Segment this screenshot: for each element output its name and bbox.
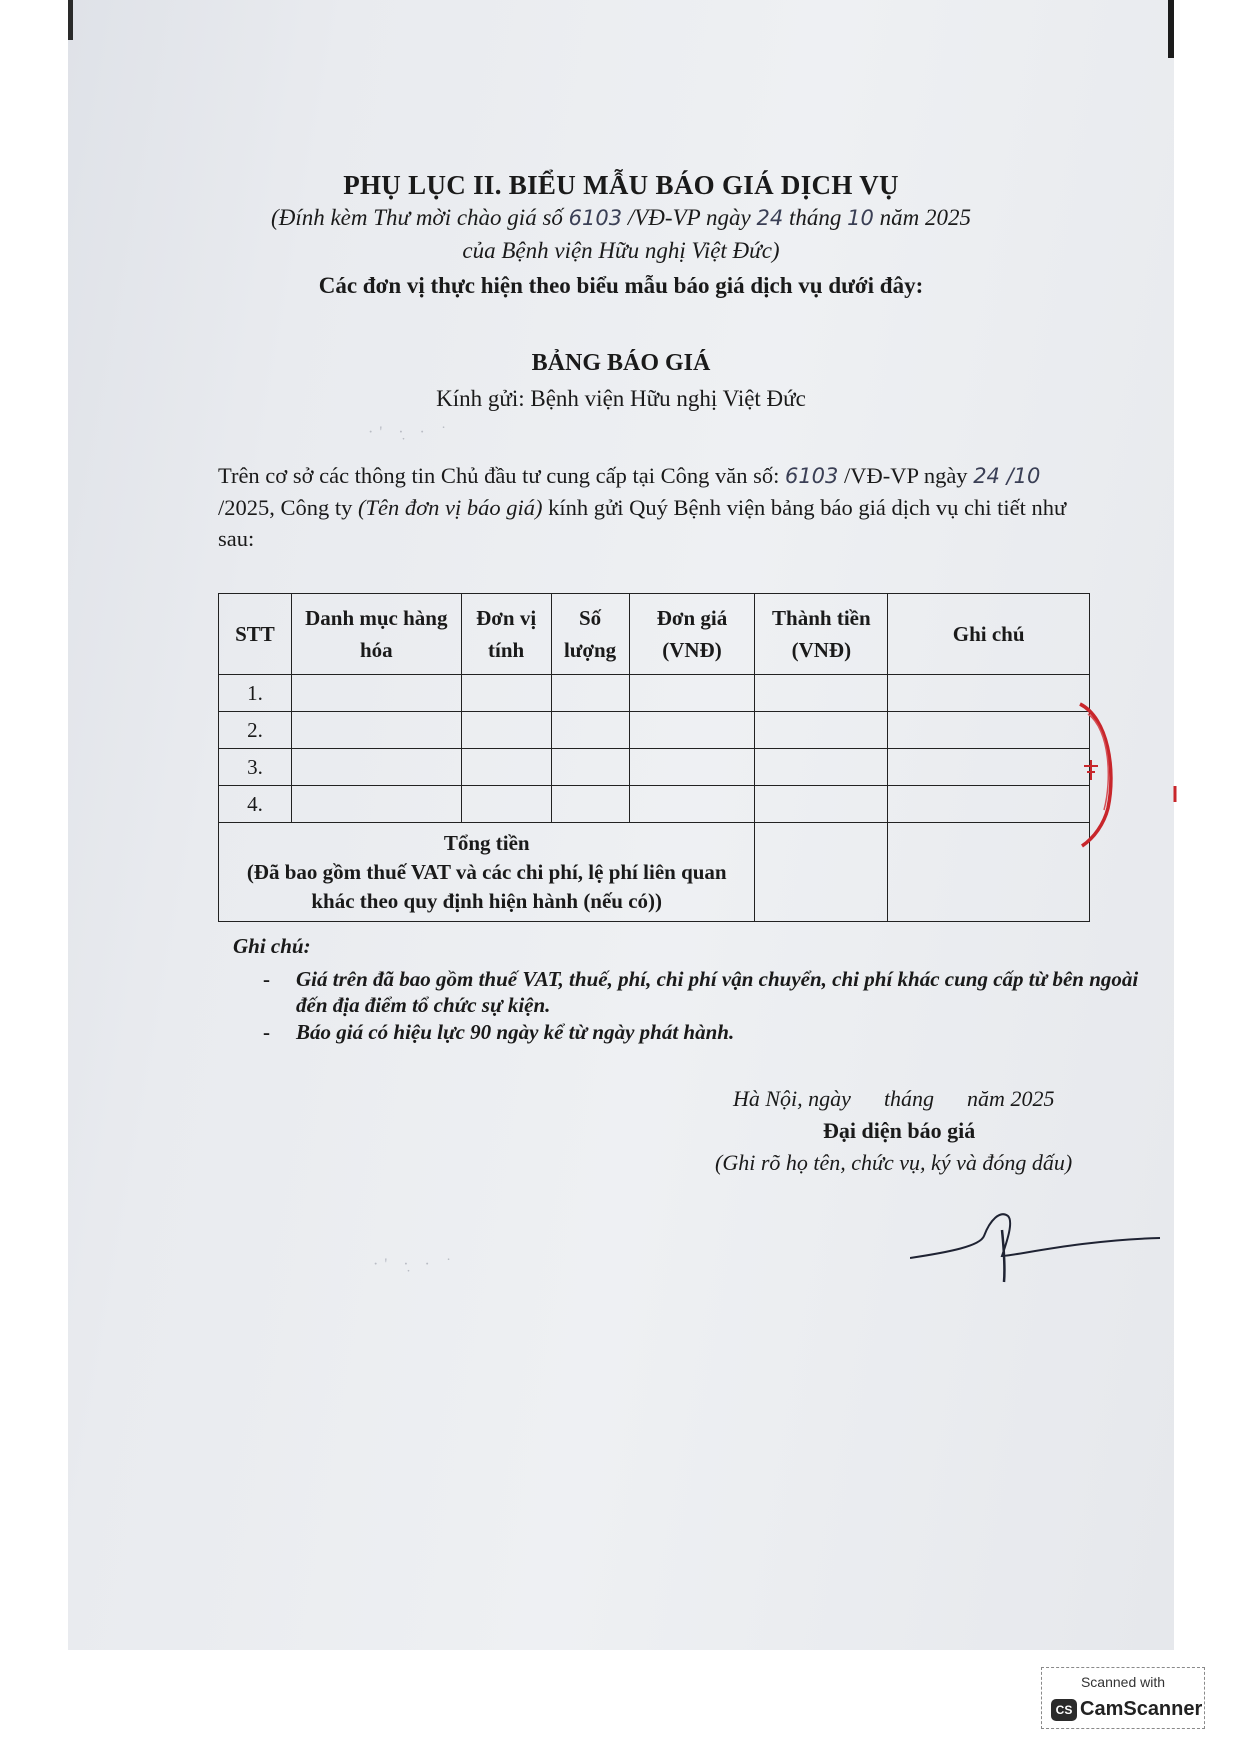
- handwritten-doc-date: 24 /10: [973, 464, 1041, 488]
- empty-cell: [755, 712, 888, 749]
- subtitle-prefix: (Đính kèm Thư mời chào giá số: [271, 205, 563, 230]
- empty-cell: [291, 749, 461, 786]
- signature-stroke: [910, 1214, 1160, 1258]
- scan-smudge-lower: ·' ·̣ · ˙: [373, 1256, 458, 1273]
- para-company-placeholder: (Tên đơn vị báo giá): [358, 495, 543, 520]
- empty-cell: [629, 786, 755, 823]
- empty-cell: [755, 786, 888, 823]
- red-stamp-fragment: [1078, 700, 1178, 860]
- row-number: 2.: [219, 712, 292, 749]
- signature-instruction: (Ghi rõ họ tên, chức vụ, ký và đóng dấu): [715, 1150, 1073, 1175]
- empty-cell: [461, 675, 551, 712]
- intro-paragraph: [218, 460, 1098, 554]
- note-item: [263, 966, 1143, 1018]
- col-header-stt: STT: [219, 594, 292, 675]
- page-edge-shadow-right: [1168, 0, 1174, 58]
- empty-cell: [291, 675, 461, 712]
- empty-cell: [755, 675, 888, 712]
- empty-cell: [461, 712, 551, 749]
- subtitle-mid1: /VĐ-VP ngày: [627, 205, 751, 230]
- document-subtitle: [68, 205, 1174, 231]
- subtitle-mid2: tháng: [788, 205, 842, 230]
- total-note-cell: [888, 823, 1090, 922]
- intro-heading: Các đơn vị thực hiện theo biểu mẫu báo giá dịch vụ dưới đây:: [318, 273, 924, 298]
- representative-title: Đại diện báo giá: [823, 1118, 976, 1143]
- empty-cell: [551, 786, 629, 823]
- table-row: [219, 749, 1090, 786]
- row-number: 4.: [219, 786, 292, 823]
- col-header-quantity: Số lượng: [551, 594, 629, 675]
- row-number: 1.: [219, 675, 292, 712]
- empty-cell: [629, 712, 755, 749]
- document-title: PHỤ LỤC II. BIỂU MẪU BÁO GIÁ DỊCH VỤ: [343, 170, 899, 200]
- note-item: [263, 1019, 1143, 1045]
- place-date-line: Hà Nội, ngày tháng năm 2025: [733, 1086, 1055, 1111]
- camscanner-watermark: [1041, 1667, 1205, 1729]
- total-label-cell: [219, 823, 755, 922]
- col-header-unit-price: Đơn giá (VNĐ): [629, 594, 755, 675]
- empty-cell: [888, 675, 1090, 712]
- table-row: [219, 712, 1090, 749]
- notes-list: [263, 966, 1143, 1046]
- empty-cell: [291, 712, 461, 749]
- empty-cell: [888, 786, 1090, 823]
- total-note: (Đã bao gồm thuế VAT và các chi phí, lệ phí liên quan khác theo quy định hiện hành (nếu có)): [246, 859, 727, 913]
- handwritten-doc-number: 6103: [784, 464, 839, 488]
- col-header-item: Danh mục hàng hóa: [291, 594, 461, 675]
- table-total-row: [219, 823, 1090, 922]
- table-header-row: [219, 594, 1090, 675]
- handwritten-signature: [910, 1200, 1170, 1290]
- watermark-brand: CamScanner: [1080, 1698, 1203, 1720]
- bullet-dash: -: [263, 967, 270, 991]
- empty-cell: [551, 675, 629, 712]
- note-text: Báo giá có hiệu lực 90 ngày kể từ ngày phát hành.: [296, 1020, 735, 1044]
- scan-margin-left: [0, 0, 68, 1650]
- handwritten-day: 24: [756, 206, 784, 230]
- para-line2-a: /2025, Công ty: [218, 495, 353, 520]
- stamp-mark: [1084, 760, 1098, 780]
- empty-cell: [629, 749, 755, 786]
- col-header-unit: Đơn vị tính: [461, 594, 551, 675]
- empty-cell: [551, 712, 629, 749]
- col-header-note: Ghi chú: [888, 594, 1090, 675]
- scanned-page: [68, 0, 1174, 1650]
- handwritten-month: 10: [847, 206, 874, 230]
- board-title: BẢNG BÁO GIÁ: [531, 350, 711, 376]
- handwritten-number: 6103: [568, 206, 623, 230]
- empty-cell: [888, 712, 1090, 749]
- para-line2-b: kính gửi Quý Bệnh viện bảng báo giá dịch vụ chi tiết như sau:: [218, 495, 1067, 551]
- empty-cell: [629, 675, 755, 712]
- stamp-arc: [1080, 704, 1111, 846]
- row-number: 3.: [219, 749, 292, 786]
- empty-cell: [551, 749, 629, 786]
- para-mid: /VĐ-VP ngày: [844, 463, 968, 488]
- scan-smudge: ·' ·̣ · ˙: [368, 424, 453, 441]
- bullet-dash: -: [263, 1020, 270, 1044]
- quotation-table: [218, 593, 1090, 922]
- notes-heading: Ghi chú:: [233, 934, 311, 958]
- page-edge-shadow: [68, 0, 73, 40]
- empty-cell: [461, 786, 551, 823]
- total-amount-cell: [755, 823, 888, 922]
- empty-cell: [461, 749, 551, 786]
- table-row: [219, 786, 1090, 823]
- empty-cell: [755, 749, 888, 786]
- document-subtitle-line2: của Bệnh viện Hữu nghị Việt Đức): [462, 238, 780, 263]
- total-label: Tổng tiền: [443, 830, 530, 855]
- table-row: [219, 675, 1090, 712]
- empty-cell: [888, 749, 1090, 786]
- para-prefix: Trên cơ sở các thông tin Chủ đầu tư cung cấp tại Công văn số:: [218, 463, 780, 488]
- watermark-caption: Scanned with: [1080, 1674, 1166, 1690]
- col-header-amount: Thành tiền (VNĐ): [755, 594, 888, 675]
- camscanner-logo-icon: CS: [1051, 1699, 1077, 1721]
- note-text: Giá trên đã bao gồm thuế VAT, thuế, phí, chi phí vận chuyển, chi phí khác cung cấp từ bên ngoài đến địa điểm tổ chức sự kiện.: [296, 967, 1139, 1017]
- recipient-line: Kính gửi: Bệnh viện Hữu nghị Việt Đức: [436, 386, 806, 411]
- empty-cell: [291, 786, 461, 823]
- subtitle-suffix: năm 2025: [879, 205, 971, 230]
